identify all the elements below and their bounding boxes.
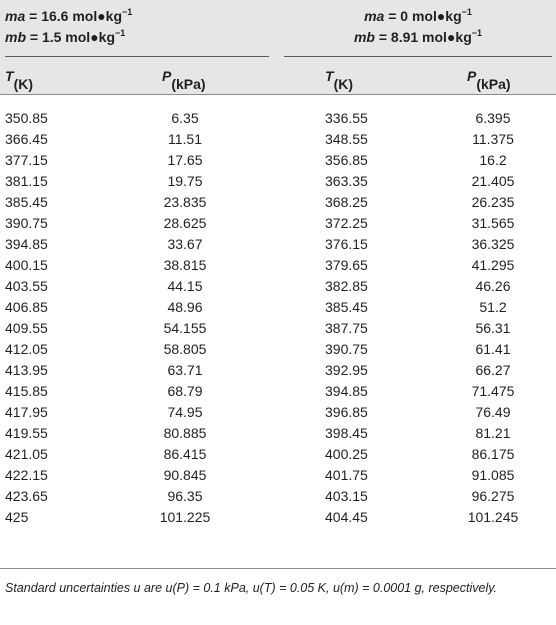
cell-t-2: 398.45: [325, 425, 368, 441]
var-ma: ma: [5, 8, 26, 24]
column-header-p-1: P (kPa): [162, 68, 206, 92]
cell-p-2: 36.325: [471, 236, 515, 252]
cell-p-1: 11.51: [168, 131, 202, 147]
cell-p-2: 26.235: [471, 194, 515, 210]
cell-t-1: 394.85: [5, 236, 48, 252]
var-mb: mb: [353, 29, 375, 45]
table-row: [0, 402, 556, 423]
cell-t-2: 400.25: [325, 446, 368, 462]
cell-t-2: 348.55: [325, 131, 368, 147]
cell-t-1: 409.55: [5, 320, 48, 336]
cell-p-2: 96.275: [471, 488, 515, 504]
cell-p-1: 86.415: [163, 446, 207, 462]
cell-t-1: 403.55: [5, 278, 48, 294]
cell-t-2: 356.85: [325, 152, 368, 168]
cell-p-2: 21.405: [471, 173, 515, 189]
cell-t-1: 425: [5, 509, 29, 525]
cell-p-1: 80.885: [163, 425, 207, 441]
cell-t-2: 372.25: [325, 215, 368, 231]
cell-p-2: 56.31: [475, 320, 511, 336]
table-row: [0, 360, 556, 381]
table-row: [0, 486, 556, 507]
cell-p-2: 66.27: [475, 362, 511, 378]
cell-t-1: 406.85: [5, 299, 48, 315]
value-mb: = 8.91 mol●kg: [374, 29, 472, 45]
value-ma: = 0 mol●kg: [384, 8, 462, 24]
cell-p-2: 86.175: [471, 446, 515, 462]
cell-t-1: 377.15: [5, 152, 48, 168]
cell-t-1: 421.05: [5, 446, 48, 462]
group-2-line-2: [284, 27, 552, 48]
column-header-row: [0, 60, 556, 95]
cell-t-1: 385.45: [5, 194, 48, 210]
exponent: −1: [471, 28, 483, 38]
cell-p-1: 90.845: [163, 467, 207, 483]
cell-p-1: 96.35: [167, 488, 203, 504]
table-row: [0, 213, 556, 234]
table-row: [0, 507, 556, 528]
table-row: [0, 465, 556, 486]
cell-t-2: 403.15: [325, 488, 368, 504]
table-row: [0, 171, 556, 192]
cell-p-1: 74.95: [167, 404, 203, 420]
cell-t-1: 415.85: [5, 383, 48, 399]
exponent: −1: [122, 7, 133, 17]
table-row: [0, 255, 556, 276]
cell-p-2: 71.475: [471, 383, 515, 399]
cell-t-2: 363.35: [325, 173, 368, 189]
cell-t-2: 390.75: [325, 341, 368, 357]
table-row: [0, 108, 556, 129]
table-body: [0, 108, 556, 528]
column-header-t-1: T (K): [5, 68, 33, 92]
cell-p-1: 44.15: [167, 278, 203, 294]
cell-p-2: 61.41: [475, 341, 511, 357]
cell-p-1: 58.805: [163, 341, 207, 357]
cell-t-2: 404.45: [325, 509, 368, 525]
cell-p-2: 76.49: [475, 404, 511, 420]
cell-p-1: 54.155: [163, 320, 207, 336]
cell-t-2: 392.95: [325, 362, 368, 378]
cell-t-2: 382.85: [325, 278, 368, 294]
table-row: [0, 381, 556, 402]
cell-t-1: 419.55: [5, 425, 48, 441]
cell-t-2: 394.85: [325, 383, 368, 399]
value-mb: = 1.5 mol●kg: [26, 29, 115, 45]
cell-t-1: 381.15: [5, 173, 48, 189]
table-row: [0, 423, 556, 444]
cell-p-2: 16.2: [479, 152, 507, 168]
cell-p-2: 41.295: [471, 257, 515, 273]
cell-p-1: 17.65: [167, 152, 203, 168]
cell-t-1: 366.45: [5, 131, 48, 147]
table-row: [0, 129, 556, 150]
cell-t-1: 350.85: [5, 110, 48, 126]
cell-p-2: 101.245: [467, 509, 519, 525]
cell-p-1: 68.79: [167, 383, 203, 399]
table-row: [0, 234, 556, 255]
cell-t-1: 417.95: [5, 404, 48, 420]
cell-t-2: 379.65: [325, 257, 368, 273]
var-mb: mb: [5, 29, 26, 45]
value-ma: = 16.6 mol●kg: [25, 8, 123, 24]
cell-p-2: 31.565: [471, 215, 515, 231]
exponent: −1: [461, 7, 472, 17]
table-row: [0, 276, 556, 297]
group-2-line-1: [284, 6, 552, 27]
cell-p-2: 91.085: [471, 467, 515, 483]
cell-p-2: 81.21: [475, 425, 511, 441]
cell-t-1: 412.05: [5, 341, 48, 357]
exponent: −1: [115, 28, 126, 38]
column-header-p-2: P (kPa): [467, 68, 511, 92]
table-bottom-rule: [0, 568, 556, 569]
cell-t-1: 423.65: [5, 488, 48, 504]
cell-p-1: 63.71: [167, 362, 203, 378]
var-ma: ma: [364, 8, 385, 24]
cell-p-2: 11.375: [472, 131, 514, 147]
cell-t-2: 387.75: [325, 320, 368, 336]
group-2-rule: [284, 56, 552, 57]
cell-t-1: 400.15: [5, 257, 48, 273]
cell-t-1: 422.15: [5, 467, 48, 483]
cell-p-2: 51.2: [479, 299, 507, 315]
table-row: [0, 150, 556, 171]
group-1-line-2: [5, 27, 132, 48]
cell-p-1: 28.625: [163, 215, 207, 231]
cell-p-1: 23.835: [163, 194, 207, 210]
cell-t-2: 396.85: [325, 404, 368, 420]
table-row: [0, 339, 556, 360]
cell-p-1: 38.815: [163, 257, 207, 273]
cell-t-2: 385.45: [325, 299, 368, 315]
cell-t-2: 336.55: [325, 110, 368, 126]
cell-t-2: 401.75: [325, 467, 368, 483]
cell-p-1: 33.67: [167, 236, 203, 252]
table-row: [0, 297, 556, 318]
table-row: [0, 192, 556, 213]
table-row: [0, 318, 556, 339]
cell-t-1: 390.75: [5, 215, 48, 231]
group-1-rule: [5, 56, 269, 57]
column-header-t-2: T (K): [325, 68, 353, 92]
cell-p-2: 6.395: [475, 110, 511, 126]
group-header-2: [284, 6, 552, 48]
cell-t-2: 368.25: [325, 194, 368, 210]
cell-p-1: 19.75: [167, 173, 203, 189]
cell-p-2: 46.26: [475, 278, 511, 294]
cell-p-1: 48.96: [167, 299, 203, 315]
table-footnote: Standard uncertainties u are u(P) = 0.1 kPa, u(T) = 0.05 K, u(m) = 0.0001 g, respectively.: [5, 581, 498, 595]
cell-t-1: 413.95: [5, 362, 48, 378]
cell-p-1: 6.35: [171, 110, 199, 126]
cell-t-2: 376.15: [325, 236, 368, 252]
group-header-1: [5, 6, 132, 48]
table-row: [0, 444, 556, 465]
cell-p-1: 101.225: [159, 509, 211, 525]
group-1-line-1: [5, 6, 132, 27]
